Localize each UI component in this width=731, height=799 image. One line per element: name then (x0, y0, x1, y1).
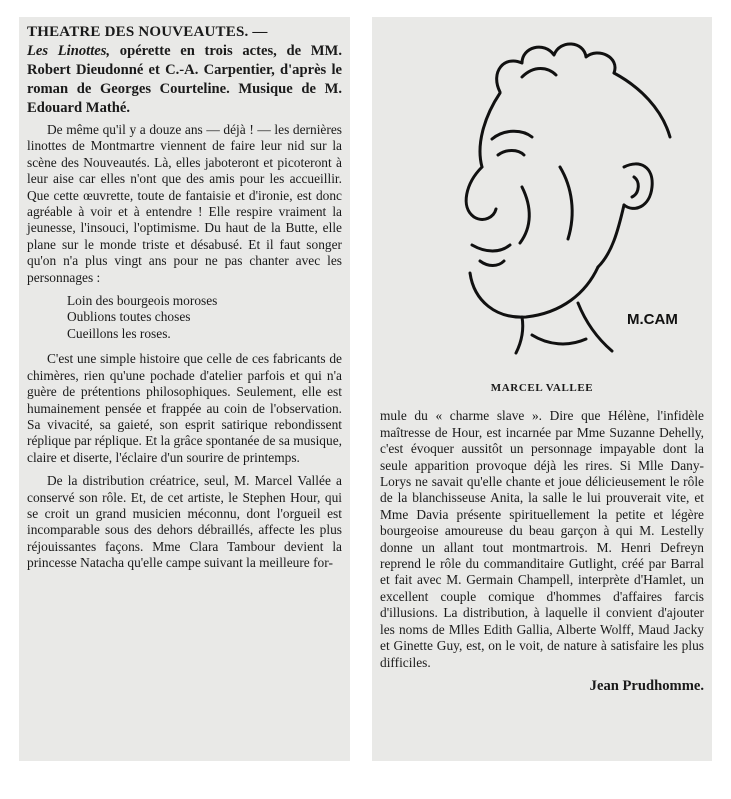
caricature-drawing (372, 17, 712, 372)
verse-line: Cueillons les roses. (67, 325, 171, 341)
article-subtitle (27, 42, 342, 118)
paragraph-3: De la distribution créatrice, seul, M. Marcel Vallée a conservé son rôle. Et, de cet artiste, le Stephen Hour, qui se croit un grand musicien méconnu, dont l'orgueil est incomparable sous des dehors débraillés, affecte les plus réjouissantes façons. Mme Clara Tambour devient la princesse Natacha qu'elle campe suivant la meilleure for- (27, 473, 342, 571)
artist-signature: M.CAM (627, 311, 678, 328)
paragraph-1: De même qu'il y a douze ans — déjà ! — les dernières linottes de Montmartre viennent de faire leur nid sur la scène des Nouveautés. Là, elles jaboteront et picoteront à leur aise car elles n'ont que des amis pour les accueillir. Que cette œuvrette, toute de fantaisie et d'ironie, est donc agréable à voir et à entendre ! Elle respire vraiment la jeunesse, l'insouci, l'optimisme. Du haut de la Butte, elle plane sur le monde triste et désabusé. Et il faut songer qu'on n'a plus vingt ans pour ne pas chanter avec les personnages : (27, 122, 342, 285)
caricature-portrait (372, 17, 712, 372)
author-signature: Jean Prudhomme. (589, 677, 704, 694)
verse-line: Oublions toutes choses (67, 309, 191, 325)
song-verse (27, 293, 342, 342)
paragraph-continued: mule du « charme slave ». Dire que Hélène, l'infidèle maîtresse de Hour, est incarnée par Mme Suzanne Dehelly, c'est évoquer aussitôt un personnage impayable dont la seule apparition provoque déjà les rires. Si Mlle Dany-Lorys ne savait qu'elle chante et joue délicieusement le rôle de la blanchisseuse Anita, la salle le lui prouverait vite, et Mme Davia présente spirituellement la petite et légère bourgeoise amoureuse du beau garçon à qui M. Lestelly donne un allant tout montmartrois. M. Henri Defreyn reprend le rôle du commanditaire Gutlight, créé par Barral et fait avec M. Germain Champell, interprète d'Hamlet, un excellent couple comique d'hommes d'affaires farcis d'illusions. La distribution, à laquelle il convient d'ajouter les noms de Mlles Edith Gallia, Alberte Wolff, Maud Jacky et Ginette Guy, est, on le voit, de nature à satisfaire les plus difficiles. (380, 408, 704, 670)
play-title: Les Linottes, (27, 43, 111, 59)
verse-line: Loin des bourgeois moroses (67, 293, 218, 309)
left-column (19, 17, 350, 761)
right-column (372, 17, 712, 761)
play-credits: opérette en trois actes, de MM. Robert Dieudonné et C.-A. Carpentier, d'après le roman de Georges Courteline. Musique de M. Edouard Mathé. (27, 43, 342, 116)
paragraph-2: C'est une simple histoire que celle de ces fabricants de chimères, rien qu'une pochade d'atelier parfois et qui n'a guère de prétentions philosophiques. Seulement, elle est humainement pensée et frappée au coin de l'observation. Sa vivacité, sa gaieté, son esprit satirique rebondissent réplique par réplique. Et la grâce spontanée de sa musique, claire et diserte, l'éclaire d'un sourire de printemps. (27, 351, 342, 465)
drawing-caption: MARCEL VALLEE (490, 382, 594, 394)
article-title: THEATRE DES NOUVEAUTES. — (27, 24, 268, 40)
